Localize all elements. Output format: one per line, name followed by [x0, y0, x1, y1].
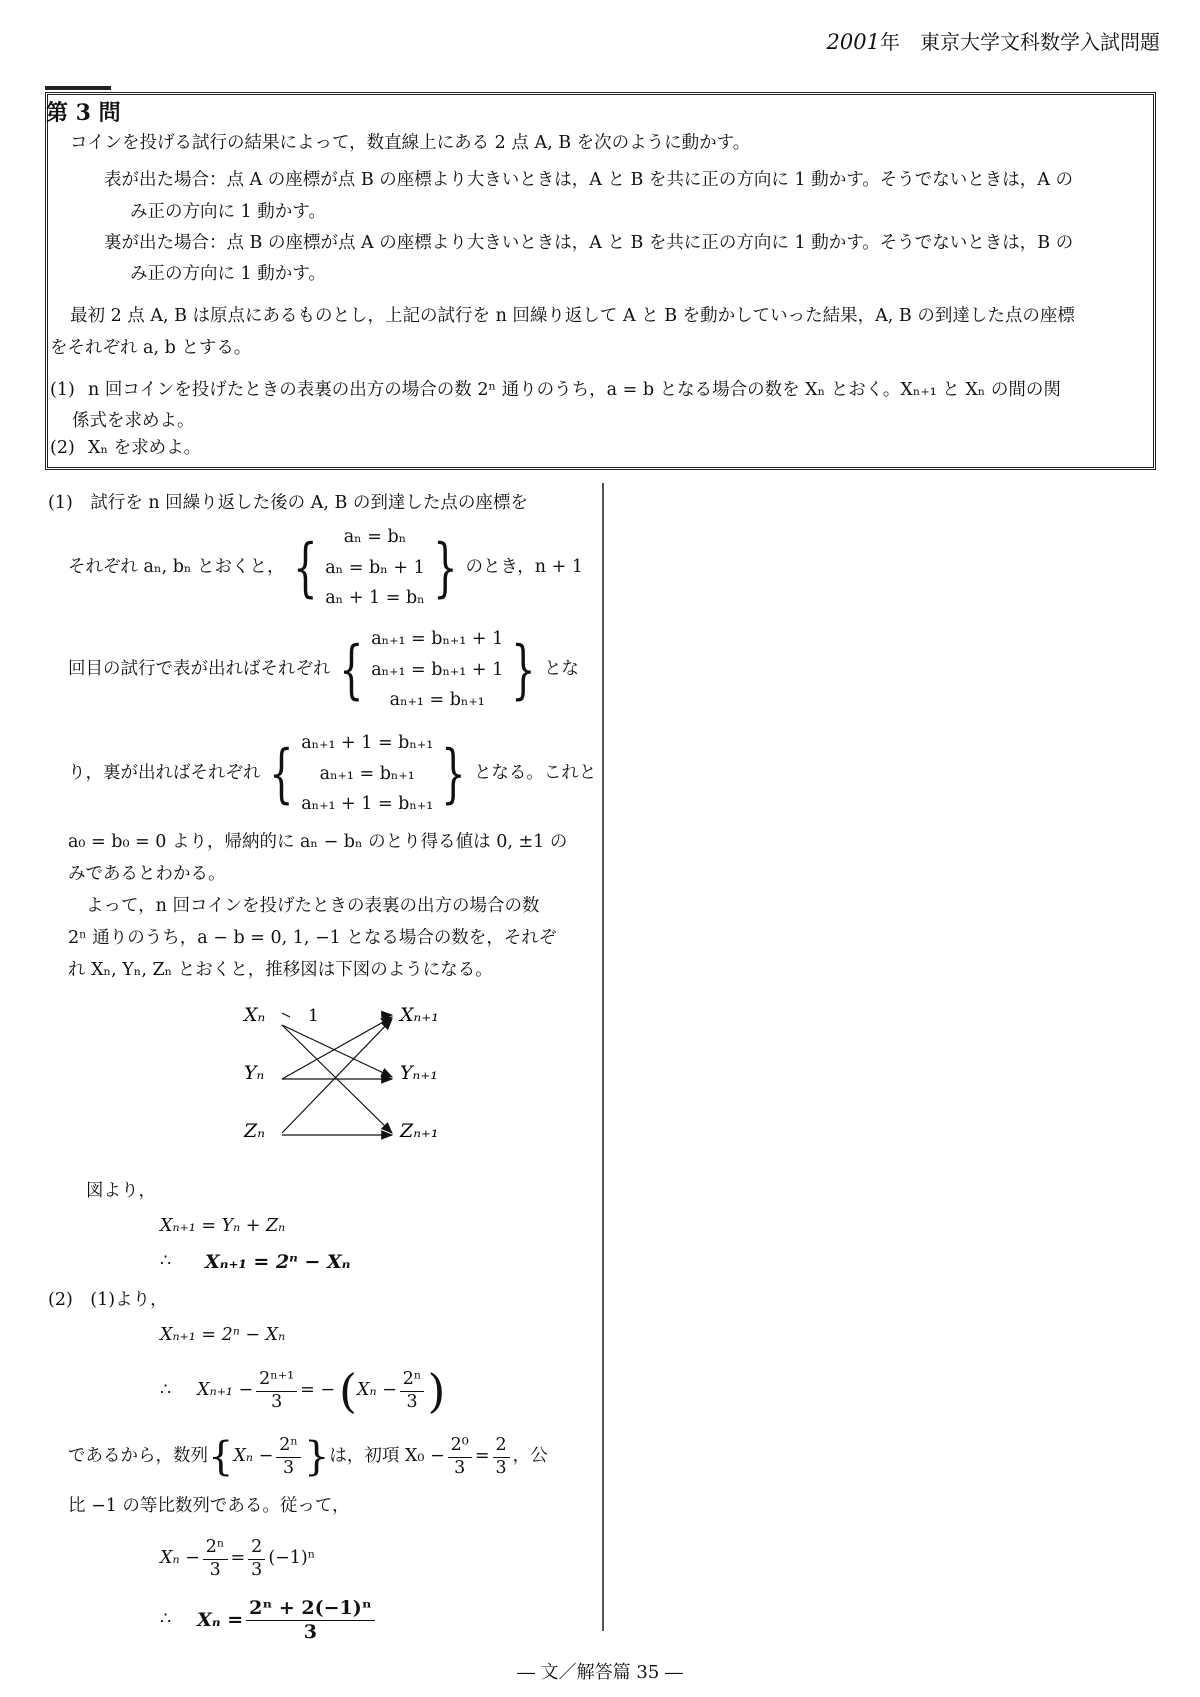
fraction: [248, 1539, 265, 1579]
column-divider: [602, 483, 604, 1631]
system-tails-eq: aₙ₊₁ + 1 = bₙ₊₁: [301, 794, 434, 815]
eq-part: Xₙ −: [356, 1380, 397, 1401]
edge-x-stub: [282, 1013, 290, 1017]
solution-text: 比 −1 の等比数列である。従って，: [68, 1496, 350, 1516]
system-initial-pre: それぞれ aₙ, bₙ とおくと，: [68, 557, 285, 578]
rule-heads-cont: み正の方向に 1 動かす。: [130, 202, 326, 222]
system-initial-eq: aₙ + 1 = bₙ: [325, 588, 425, 609]
paren-right: ): [427, 1364, 446, 1418]
system-initial-eq: aₙ = bₙ: [343, 527, 407, 548]
node-z-n1: Zₙ₊₁: [400, 1120, 439, 1142]
numerator: 2ⁿ⁺¹: [256, 1371, 297, 1392]
left-brace: {: [208, 1434, 234, 1480]
eq-part: (−1)ⁿ: [268, 1548, 316, 1569]
fraction: [256, 1371, 297, 1411]
question-2: Xₙ を求めよ。: [88, 438, 202, 458]
sequence-text: であるから，数列: [68, 1446, 208, 1467]
question-1: n 回コインを投げたときの表裏の出方の場合の数 2ⁿ 通りのうち，a = b となる場合の数を Xₙ とおく。Xₙ₊₁ と Xₙ の間の関: [88, 380, 1061, 400]
solution-text: 2ⁿ 通りのうち，a − b = 0, 1, −1 となる場合の数を，それぞ: [68, 928, 557, 948]
denominator: 3: [251, 1559, 263, 1580]
numerator: 2ⁿ + 2(−1)ⁿ: [246, 1599, 374, 1621]
question-1-number: (1): [50, 380, 75, 400]
fraction: [203, 1539, 228, 1579]
header-title: 年 東京大学文科数学入試問題: [880, 30, 1160, 54]
eq-part: Xₙ₊₁ −: [197, 1380, 254, 1401]
question-1-cont: 係式を求めよ。: [72, 411, 195, 431]
numerator: 2: [493, 1437, 510, 1458]
system-heads-eq: aₙ₊₁ = bₙ₊₁ + 1: [371, 629, 504, 650]
numerator: 2: [248, 1539, 265, 1560]
system-heads-eq: aₙ₊₁ = bₙ₊₁: [389, 690, 485, 711]
answer-2-row: [160, 1592, 378, 1648]
eq-part: =: [230, 1548, 246, 1569]
node-y-n: Yₙ: [244, 1062, 265, 1084]
system-heads: [371, 624, 503, 716]
rule-tails: 裏が出た場合：点 B の座標が点 A の座標より大きいときは，A と B を共に正の方向に 1 動かす。そうでないときは，B の: [104, 233, 1074, 253]
system-heads-post: とな: [543, 659, 579, 680]
denominator: 3: [406, 1391, 418, 1412]
solution-text: よって，n 回コインを投げたときの表裏の出方の場合の数: [86, 896, 540, 916]
numerator: 2ⁿ: [400, 1371, 425, 1392]
system-initial: [325, 522, 425, 614]
numerator: 2ⁿ: [203, 1539, 228, 1560]
therefore-symbol: ∴: [160, 1380, 172, 1401]
sequence-row: [68, 1428, 548, 1486]
equation-row: [160, 1530, 315, 1588]
right-brace: }: [511, 633, 536, 707]
sequence-term: Xₙ −: [233, 1446, 274, 1467]
rule-tails-cont: み正の方向に 1 動かす。: [130, 264, 326, 284]
equation: Xₙ₊₁ = Yₙ + Zₙ: [160, 1216, 286, 1236]
right-brace: }: [441, 737, 466, 811]
therefore-symbol: ∴: [160, 1609, 172, 1630]
solution-text: 図より，: [86, 1181, 156, 1201]
node-y-n1: Yₙ₊₁: [400, 1062, 438, 1084]
problem-intro: コインを投げる試行の結果によって，数直線上にある 2 点 A, B を次のように動かす。: [70, 133, 751, 153]
therefore-symbol: ∴: [160, 1251, 172, 1271]
left-brace: {: [292, 531, 318, 605]
problem-tab-bar: [45, 86, 111, 90]
system-tails-pre: り，裏が出ればそれぞれ: [68, 763, 261, 784]
answer-1: Xₙ₊₁ = 2ⁿ − Xₙ: [205, 1251, 351, 1273]
fraction: [276, 1437, 301, 1477]
solution-text: れ Xₙ, Yₙ, Zₙ とおくと，推移図は下図のようになる。: [68, 960, 493, 980]
system-initial-eq: aₙ = bₙ + 1: [325, 557, 425, 578]
answer-2-fraction: [246, 1596, 374, 1643]
problem-setup-cont: をそれぞれ a, b とする。: [50, 338, 252, 358]
node-z-n: Zₙ: [244, 1120, 265, 1142]
solution-2-intro: (2) (1)より，: [48, 1290, 168, 1310]
left-brace: {: [268, 737, 294, 811]
fraction: [493, 1437, 510, 1477]
denominator: 3: [271, 1391, 283, 1412]
system-heads-eq: aₙ₊₁ = bₙ₊₁ + 1: [371, 659, 504, 680]
system-initial-post: のとき，n + 1: [465, 557, 583, 578]
transition-diagram: [230, 995, 470, 1155]
page-header: [827, 26, 1160, 55]
solution-text: みであるとわかる。: [68, 864, 226, 884]
system-tails-post: となる。これと: [473, 763, 597, 784]
problem-title: 第 3 問: [46, 100, 121, 126]
sequence-text: は，初項 X₀ −: [329, 1446, 445, 1467]
denominator: 3: [303, 1620, 317, 1643]
system-tails-eq: aₙ₊₁ + 1 = bₙ₊₁: [301, 733, 434, 754]
eq-part: = −: [300, 1380, 336, 1401]
question-2-number: (2): [50, 438, 75, 458]
denominator: 3: [209, 1559, 221, 1580]
system-tails-row: [68, 726, 596, 822]
system-tails: [301, 728, 433, 820]
denominator: 3: [454, 1457, 466, 1478]
system-heads-pre: 回目の試行で表が出ればそれぞれ: [68, 659, 331, 680]
problem-setup: 最初 2 点 A, B は原点にあるものとし，上記の試行を n 回繰り返して A と B を動かしていった結果，A, B の到達した点の座標: [70, 306, 1075, 326]
edge-label: 1: [308, 1006, 319, 1026]
denominator: 3: [495, 1457, 507, 1478]
solution-1-intro: (1) 試行を n 回繰り返した後の A, B の到達した点の座標を: [48, 493, 528, 513]
system-initial-row: [68, 520, 583, 616]
fraction: [400, 1371, 425, 1411]
edge-x-x: [282, 1015, 392, 1019]
eq-part: Xₙ −: [160, 1548, 200, 1569]
solution-text: a₀ = b₀ = 0 より，帰納的に aₙ − bₙ のとり得る値は 0, ±1 の: [68, 832, 568, 852]
right-brace: }: [303, 1434, 330, 1480]
rule-heads: 表が出た場合：点 A の座標が点 B の座標より大きいときは，A と B を共に正の方向に 1 動かす。そうでないときは，A の: [104, 170, 1073, 190]
system-heads-row: [68, 622, 579, 718]
fraction: [448, 1437, 472, 1477]
paren-left: (: [339, 1364, 357, 1418]
sequence-text: ，公: [512, 1446, 548, 1467]
sequence-text: =: [474, 1446, 490, 1467]
numerator: 2⁰: [448, 1437, 472, 1458]
header-year: 2001: [826, 30, 880, 54]
left-brace: {: [338, 633, 364, 707]
numerator: 2ⁿ: [276, 1437, 301, 1458]
node-x-n1: Xₙ₊₁: [400, 1004, 439, 1026]
equation: Xₙ₊₁ = 2ⁿ − Xₙ: [160, 1325, 286, 1345]
system-tails-eq: aₙ₊₁ = bₙ₊₁: [319, 763, 415, 784]
right-brace: }: [432, 531, 458, 605]
page-footer: ― 文／解答篇 35 ―: [516, 1662, 684, 1683]
equation-row: [160, 1362, 445, 1420]
denominator: 3: [283, 1457, 295, 1478]
answer-2-lhs: Xₙ =: [197, 1608, 244, 1631]
node-x-n: Xₙ: [244, 1004, 266, 1026]
edge-z-x: [282, 1019, 392, 1133]
